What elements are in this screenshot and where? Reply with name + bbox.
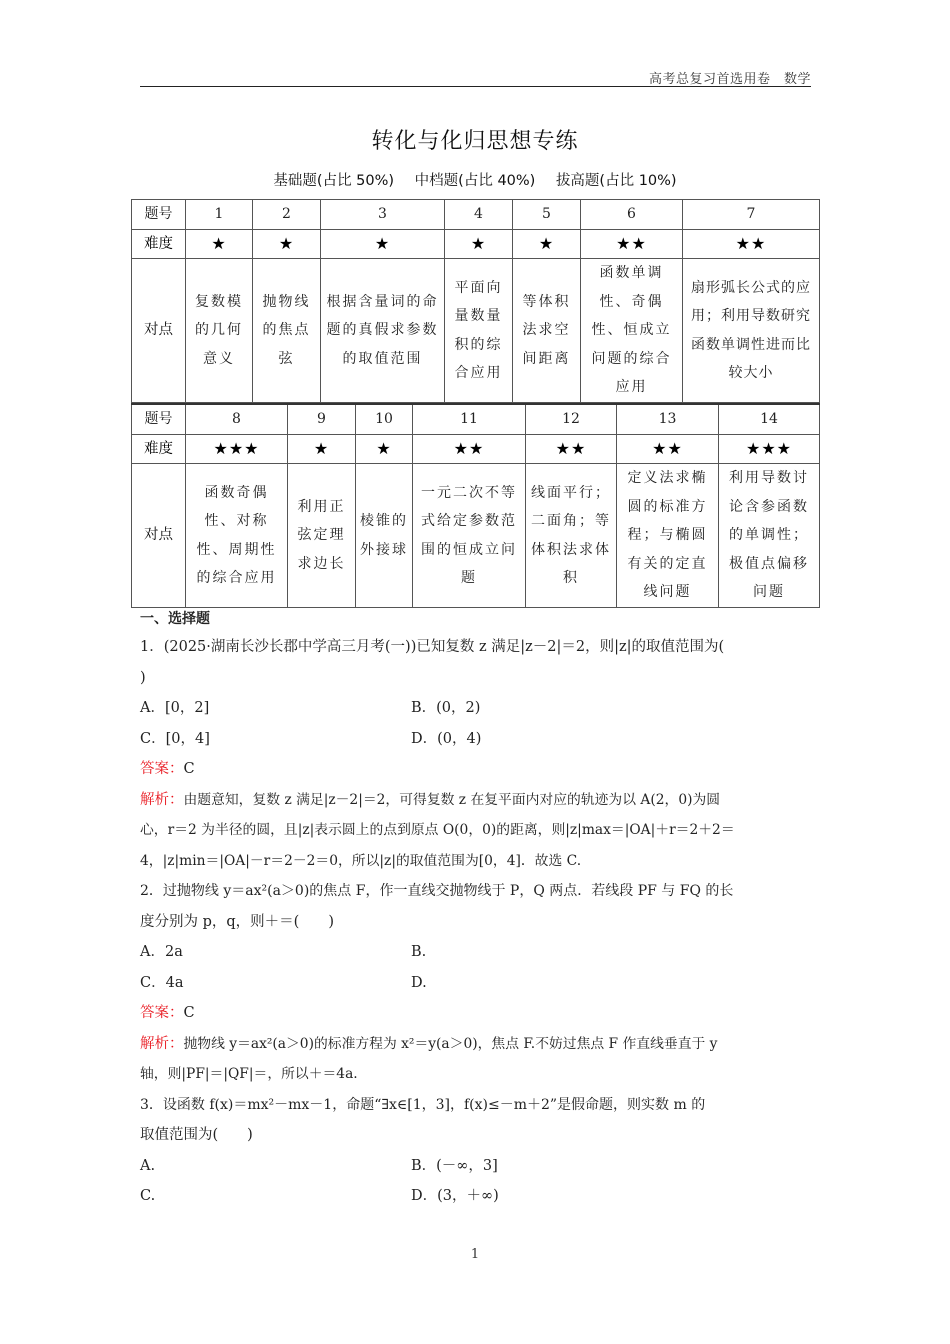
number-row: [132, 404, 820, 434]
question-2-analysis-line2: 轴，则|PF|＝|QF|＝，所以＋＝4a.: [140, 1066, 358, 1082]
option-b: B.: [411, 944, 427, 960]
question-1-options-row1: [140, 693, 812, 724]
question-1-analysis-line3: 4，|z|min＝|OA|－r＝2－2＝0，所以|z|的取值范围为[0，4]．故选 C.: [140, 852, 582, 869]
question-1-analysis-line1: [140, 785, 812, 816]
difficulty-row: [132, 229, 820, 259]
question-2-options-row2: [140, 968, 812, 999]
option-d: D．(3，＋∞): [411, 1188, 499, 1204]
answer-label: 答案：: [140, 1005, 184, 1021]
answer-label: 答案：: [140, 761, 184, 777]
difficulty-row: [132, 434, 820, 464]
topic-cell: 根据含量词的命题的真假求参数的取值范围: [321, 259, 445, 403]
question-number: 14: [719, 404, 820, 434]
question-number: 8: [186, 404, 288, 434]
topic-cell: 线面平行；二面角；等体积法求体积: [526, 464, 617, 608]
option-b: B．(－∞，3]: [411, 1157, 498, 1174]
option-a: A．2a: [140, 944, 183, 960]
row-label-topic: 对点: [132, 259, 186, 403]
topic-cell: 抛物线的焦点弦: [253, 259, 321, 403]
question-number: 9: [288, 404, 356, 434]
question-2-options-row1: [140, 937, 812, 968]
option-a: A.: [140, 1157, 156, 1174]
question-number: 11: [413, 404, 526, 434]
topic-row: [132, 259, 820, 403]
basic-ratio: 基础题(占比 50%): [273, 173, 395, 189]
difficulty-stars-icon: ★★: [526, 434, 617, 464]
topic-row: [132, 464, 820, 608]
topic-cell: 利用导数讨论含参函数的单调性；极值点偏移问题: [719, 464, 820, 608]
question-2-stem-line2: 度分别为 p，q，则＋＝( ): [140, 913, 334, 930]
question-1-options-row2: [140, 724, 812, 755]
page-title: 转化与化归思想专练: [371, 129, 579, 154]
question-number: 4: [445, 200, 513, 230]
topic-cell: 一元二次不等式给定参数范围的恒成立问题: [413, 464, 526, 608]
option-b: B．(0，2): [411, 700, 481, 716]
question-number: 6: [581, 200, 683, 230]
question-1-stem-line1: 1．(2025·湖南长沙长郡中学高三月考(一))已知复数 z 满足|z－2|＝2，则|z|的取值范围为(: [140, 639, 725, 655]
difficulty-stars-icon: ★★★: [719, 434, 820, 464]
difficulty-stars-icon: ★: [356, 434, 413, 464]
topic-cell: 棱锥的外接球: [356, 464, 413, 608]
difficulty-stars-icon: ★: [445, 229, 513, 259]
difficulty-stars-icon: ★: [288, 434, 356, 464]
difficulty-stars-icon: ★★★: [186, 434, 288, 464]
option-c: C.: [140, 1188, 156, 1204]
difficulty-stars-icon: ★★: [683, 229, 820, 259]
row-label-difficulty: 难度: [132, 229, 186, 259]
question-3-options-row2: [140, 1181, 812, 1212]
answer-value: C: [183, 1005, 195, 1021]
topic-table-part1: [131, 199, 820, 403]
advanced-ratio: 拔高题(占比 10%): [555, 173, 677, 189]
question-3-stem-line1: 3．设函数 f(x)＝mx²－mx－1，命题“∃x∈[1，3]，f(x)≤－m＋2”是假命题，则实数 m 的: [140, 1096, 706, 1113]
question-2-stem-line1: 2．过抛物线 y＝ax²(a＞0)的焦点 F，作一直线交抛物线于 P，Q 两点．若线段 PF 与 FQ 的长: [140, 883, 734, 899]
option-d: D.: [411, 974, 427, 991]
topic-cell: 平面向量数量积的综合应用: [445, 259, 513, 403]
row-label-number: 题号: [132, 200, 186, 230]
topic-cell: 等体积法求空间距离: [513, 259, 581, 403]
difficulty-stars-icon: ★: [253, 229, 321, 259]
row-label-difficulty: 难度: [132, 434, 186, 464]
question-1-stem-line2: ): [140, 669, 146, 686]
difficulty-stars-icon: ★★: [617, 434, 719, 464]
difficulty-stars-icon: ★: [513, 229, 581, 259]
question-number: 1: [186, 200, 253, 230]
topic-cell: 函数奇偶性、对称性、周期性的综合应用: [186, 464, 288, 608]
page-number: 1: [470, 1247, 480, 1262]
option-a: A．[0，2]: [140, 700, 210, 716]
header-divider: [140, 86, 811, 87]
question-number: 13: [617, 404, 719, 434]
section-heading: 一、选择题: [140, 611, 210, 627]
question-2-answer: [140, 998, 812, 1029]
question-3-stem-line2: 取值范围为( ): [140, 1127, 253, 1143]
analysis-label: 解析：: [140, 791, 184, 808]
question-number: 7: [683, 200, 820, 230]
analysis-text: 由题意知，复数 z 满足|z－2|＝2，可得复数 z 在复平面内对应的轨迹为以 A(2，0)为圆: [183, 791, 721, 808]
number-row: [132, 200, 820, 230]
topic-cell: 扇形弧长公式的应用；利用导数研究函数单调性进而比较大小: [683, 259, 820, 403]
middle-ratio: 中档题(占比 40%): [414, 173, 536, 189]
analysis-text: 抛物线 y＝ax²(a＞0)的标准方程为 x²＝y(a＞0)，焦点 F.不妨过焦点 F 作直线垂直于 y: [183, 1035, 718, 1052]
topic-table-part2: [131, 403, 820, 608]
topic-cell: 定义法求椭圆的标准方程；与椭圆有关的定直线问题: [617, 464, 719, 608]
option-c: C．[0，4]: [140, 730, 210, 747]
difficulty-stars-icon: ★★: [413, 434, 526, 464]
running-header: 高考总复习首选用卷 数学: [648, 72, 811, 87]
question-number: 5: [513, 200, 581, 230]
question-3-options-row1: [140, 1151, 812, 1182]
option-d: D．(0，4): [411, 730, 482, 747]
topic-cell: 复数模的几何意义: [186, 259, 253, 403]
question-number: 12: [526, 404, 617, 434]
question-1-answer: [140, 754, 812, 785]
question-number: 10: [356, 404, 413, 434]
difficulty-ratio-line: [0, 169, 950, 190]
option-c: C．4a: [140, 974, 184, 991]
row-label-topic: 对点: [132, 464, 186, 608]
difficulty-stars-icon: ★★: [581, 229, 683, 259]
question-number: 3: [321, 200, 445, 230]
question-section: [140, 607, 812, 1212]
question-number: 2: [253, 200, 321, 230]
difficulty-stars-icon: ★: [321, 229, 445, 259]
row-label-number: 题号: [132, 404, 186, 434]
question-1-analysis-line2: 心，r＝2 为半径的圆，且|z|表示圆上的点到原点 O(0，0)的距离，则|z|max＝|OA|＋r＝2＋2＝: [140, 822, 735, 838]
analysis-label: 解析：: [140, 1035, 184, 1052]
topic-cell: 函数单调性、奇偶性、恒成立问题的综合应用: [581, 259, 683, 403]
topic-cell: 利用正弦定理求边长: [288, 464, 356, 608]
question-2-analysis-line1: [140, 1029, 812, 1060]
answer-value: C: [183, 761, 195, 777]
difficulty-stars-icon: ★: [186, 229, 253, 259]
